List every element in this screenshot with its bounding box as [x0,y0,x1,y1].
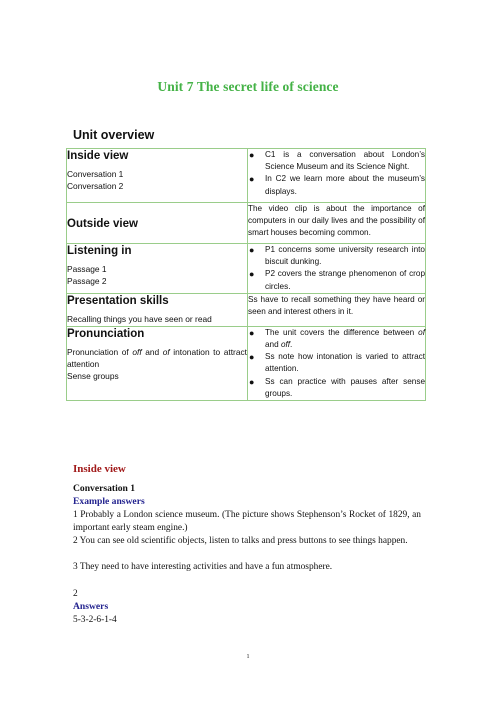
cell-left [67,326,248,400]
row-sub: Pronunciation of off and of intonation to attract attention [67,346,247,369]
cell-right [248,293,426,326]
row-sub: Conversation 1 [67,169,124,179]
cell-right [248,203,426,244]
row-title: Inside view [67,150,129,162]
bullet-item: ● P2 covers the strange phenomenon of crop circles. [249,269,425,291]
unit-overview-table [66,148,426,401]
conversation-1-heading: Conversation 1 [73,483,136,494]
answer-sequence: 5-3-2-6-1-4 [73,615,117,625]
row-sub: Passage 2 [67,276,107,286]
row-sub: Passage 1 [67,264,107,274]
row-sub: Recalling things you have seen or read [67,313,212,324]
row-title: Presentation skills [67,294,169,307]
row-title: Listening in [67,245,132,257]
bullet-icon: ● [249,376,255,387]
row-outside-view [67,203,426,244]
cell-right [248,326,426,400]
row-description: Ss have to recall something they have heard or seen and interest others in it. [248,294,425,317]
row-sub: Sense groups [67,370,119,381]
cell-right [248,149,426,203]
inside-view-heading: Inside view [73,463,126,475]
bullet-item: ● C1 is a conversation about London’s Science Museum and its Science Night. [249,150,425,172]
answer-line-3: 3 They need to have interesting activities and have a fun atmosphere. [73,562,333,572]
bullet-item: ● In C2 we learn more about the museum’s displays. [249,174,425,196]
row-sub: Conversation 2 [67,181,124,191]
bullet-icon: ● [249,174,255,185]
exercise-number: 2 [73,589,78,599]
row-presentation-skills [67,293,426,326]
bullet-item: ● P1 concerns some university research into biscuit dunking. [249,245,425,267]
example-answers-heading: Example answers [73,496,145,507]
answer-line-1: 1 Probably a London science museum. (The picture shows Stephenson’s Rocket of 1829, an important early steam engine.) [73,510,421,533]
row-pronunciation [67,326,426,400]
page-number: 1 [246,654,250,660]
bullet-icon: ● [249,327,255,338]
cell-right [248,244,426,294]
bullet-item: ● The unit covers the difference between of and off. [249,327,425,350]
row-title: Pronunciation [67,327,145,340]
bullet-icon: ● [249,269,255,280]
bullet-item: ● Ss can practice with pauses after sense groups. [249,376,425,398]
unit-title: Unit 7 The secret life of science [157,79,339,94]
unit-overview-heading: Unit overview [73,128,155,142]
answers-heading: Answers [73,601,109,612]
row-description: The video clip is about the importance of computers in our daily lives and the possibility of smart houses becoming common. [248,204,425,238]
cell-left [67,244,248,294]
bullet-icon: ● [249,352,255,363]
cell-left [67,149,248,203]
row-listening-in [67,244,426,294]
cell-left [67,203,248,244]
answer-line-2: 2 You can see old scientific objects, listen to talks and press buttons to see things happen. [73,536,408,546]
bullet-item: ● Ss note how intonation is varied to attract attention. [249,352,425,374]
row-inside-view [67,149,426,203]
bullet-icon: ● [249,150,255,160]
bullet-icon: ● [249,245,255,255]
cell-left [67,293,248,326]
row-title: Outside view [67,217,138,230]
